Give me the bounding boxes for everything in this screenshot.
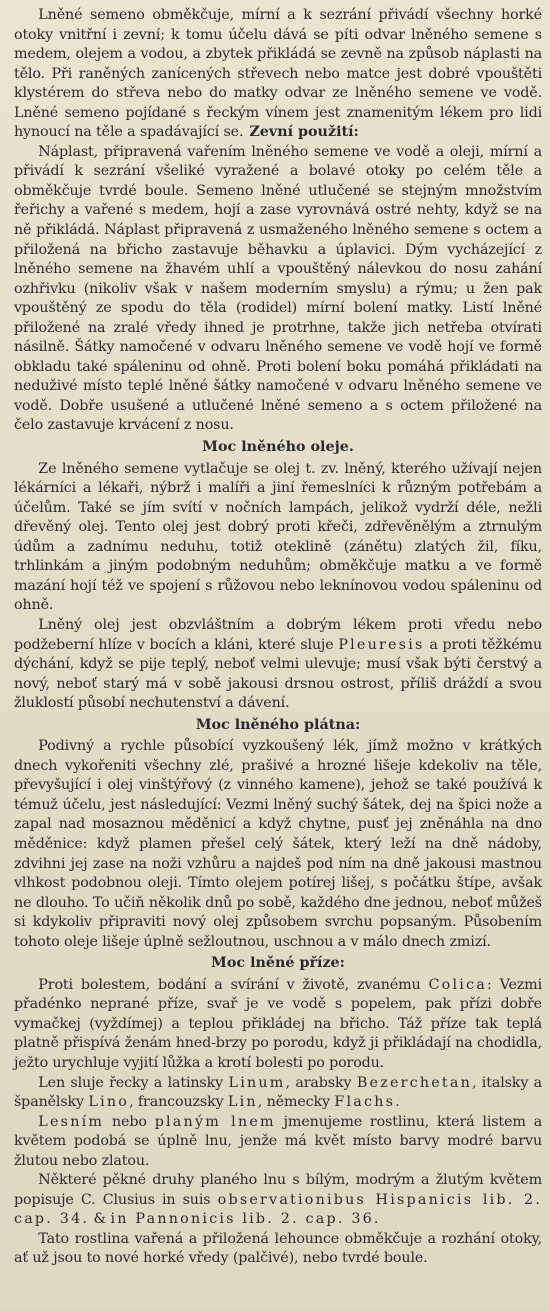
name-lino: Lino bbox=[88, 1094, 130, 1111]
text-segment: , německy bbox=[257, 1094, 330, 1111]
text-segment: jmenujeme rostlinu, která listem a květem podobá se úplně lnu, jenže má květ místo barvy modré barvu žlutou nebo zlatou. bbox=[14, 1113, 542, 1169]
paragraph-plant-boiled: Tato rostlina vařená a přiložená lehounce obměkčuje a rozhání otoky, ať už jsou to nové horké vředy (palčivé), nebo tvrdé boule. bbox=[14, 1230, 542, 1267]
paragraph-oil-uses: Ze lněného semene vytlačuje se olej t. zv. lněný, kterého užívají nejen lékárníci a lékaři, nýbrž i malíři a jiní řemeslníci k různým potřebám a účelům. Také se jím svítí v nočních lampách, jelikož vydrží déle, nežli dřevěný olej. Tento olej jest dobrý proti křeči, zdřevěnělým a ztrnulým údům a zadnímu neduhu, totiž oteklině (zánětu) zlatých žil, fíku, trhlinkám a jiným podobným neduhům; obměkčuje matku a ve formě mazání hojí též ve spojení s růžovou nebo leknínovou vodou spáleninu od ohně. bbox=[14, 460, 542, 614]
latin-term-colica: Colica bbox=[428, 976, 487, 993]
paragraph-yarn-colica bbox=[14, 976, 542, 1074]
name-flachs: Flachs. bbox=[334, 1094, 402, 1111]
heading-linseed-oil: Moc lněného oleje. bbox=[202, 439, 354, 456]
citation-hispanicis: observationibus Hispanicis lib. 2. cap. 34. bbox=[14, 1191, 543, 1228]
heading-linen-yarn: Moc lněné příze: bbox=[211, 955, 345, 972]
text-segment: , arabsky bbox=[285, 1074, 352, 1091]
paragraph-oil-pleuresis bbox=[14, 616, 542, 714]
paragraph-clusius bbox=[14, 1171, 542, 1230]
text-segment: a proti těžkému dýchání, když se pije teplý, neboť velmi ulevuje; musí však býti čerstvý a nový, neboť starý má v sobě jakousi drsnou ostrost, příliš dráždí a svou žluklostí působí nechutenství a dávení. bbox=[14, 636, 543, 712]
text-segment: Proti bolestem, bodání a svírání v životě, zvanému bbox=[38, 976, 421, 993]
name-linum: Linum bbox=[228, 1074, 286, 1091]
text-segment: nebo bbox=[112, 1113, 147, 1130]
paragraph-wild-flax bbox=[14, 1113, 542, 1172]
paragraph-linen-remedy: Podivný a rychle působící vyzkoušený lék, jímž možno v krátkých dnech vykořeniti všechny zlé, prašivé a hrozné lišeje kdekoliv na těle, převyšující i olej vinštýřový (z vinného kamene), jehož se také používá k témuž účelu, jest následující: Vezmi lněný suchý šátek, dej na špici nože a zapal nad mosaznou měděnicí a když chytne, pusť jej zněnáhla na dno měděnice: když plamen přešel celý šátek, který leží na dně nádoby, zdvihni jej zase na noži vzhůru a najdeš pod ním na dně jakousi mastnou vlhkost podobnou oleji. Tímto olejem potírej lišej, s počátku štípe, avšak ne dlouho. To učiň několik dnů po sobě, každého dne jednou, neboť můžeš si kdykoliv připraviti nový olej způsobem svrchu popsaným. Působením tohoto oleje lišeje úplně sežloutnou, uschnou a v málo dnech zmizí. bbox=[14, 738, 542, 950]
text-segment: Len sluje řecky a latinsky bbox=[38, 1074, 224, 1091]
term-lesnim: Lesním bbox=[38, 1113, 105, 1130]
name-lin: Lin bbox=[227, 1094, 258, 1111]
text-segment: & bbox=[93, 1211, 107, 1228]
heading-external-use: Zevní použití: bbox=[249, 124, 359, 141]
paragraph-plaster: Náplast, připravená vařením lněného semene ve vodě a oleji, mírní a přivádí k sezrání všeliké vyražené a bolavé otoky po celém těle a obměkčuje tvrdé boule. Semeno lněné utlučené se stejným množstvím řeřichy a vařené s medem, hojí a zase vyrovnává ostré nehty, když se na ně přikládá. Náplast připravená z usmaženého lněného semene s octem a přiložená na břicho zastavuje běhavku a úplavici. Dým vycházející z lněného semene na žhavém uhlí a vpouštěný nálevkou do nosu zahání ozhřivku (nikoliv však v našem moderním smyslu) a rýmu; u žen pak vpouštěný ze spodu do těla (rodidel) mírní bolení matky. Listí lněné přiložené na zralé vředy ihned je protrhne, takže jich netřeba otvírati násilně. Šátky namočené v odvaru lněného semene ve vodě hojí ve formě obkladu také spáleninu od ohně. Proti bolení boku pomáhá přikládati na neduživé místo teplé lněné šátky namočené v odvaru lněného semene ve vodě. Dobře usušené a utlučené lněné semeno a s octem přiložené na čelo zastavuje krvácení z nosu. bbox=[14, 143, 542, 434]
name-bezerchetan: Bezerchetan bbox=[356, 1074, 472, 1091]
paragraph-len-seed-internal bbox=[14, 6, 542, 143]
paragraph-names bbox=[14, 1074, 542, 1113]
heading-linen-cloth: Moc lněného plátna: bbox=[195, 716, 361, 733]
latin-term-pleuresis: Pleuresis bbox=[338, 636, 425, 653]
text-segment: Lněný olej jest obzvláštním a dobrým lékem proti vředu nebo podžeberní hlíze v bocích a kláni, které sluje bbox=[14, 616, 542, 653]
text-segment: , italsky a španělsky bbox=[14, 1074, 543, 1111]
paragraph-text: Lněné semeno obměkčuje, mírní a k sezrání přivádí všechny horké otoky vnitřní i zevní; k tomu účelu dává se píti odvar lněného semene s medem, olejem a vodou, a zbytek přikládá se zevně na způsob náplasti na tělo. Při raněných zanícených střevech nebo matce jest dobré vpouštěti klystérem do střeva nebo do matky odvar ze lněného semene ve vodě. Lněné semeno pojídané s řeckým vínem jest znamenitým lékem pro lidi hynoucí na těle a spadávající se. bbox=[14, 7, 542, 141]
text-segment: Některé pěkné druhy planého lnu s bílým, modrým a žlutým květem popisuje C. Clusius in suis bbox=[14, 1172, 542, 1208]
text-segment: , francouzsky bbox=[129, 1094, 224, 1111]
term-planym-lnem: planým lnem bbox=[154, 1113, 276, 1130]
citation-pannonicis: in Pannonicis lib. 2. cap. 36. bbox=[110, 1211, 381, 1228]
text-segment: : Vezmi přadénko neprané příze, svař je ve vodě s popelem, pak přízi dobře vymačkej (vyždímej) a teplou přikládej na břicho. Táž příze tak teplá platně přispívá ženám hned-brzy po porodu, když ji přikládají na chodidla, ježto urychluje vyjití lůžka a krotí bolesti po porodu. bbox=[14, 976, 542, 1071]
